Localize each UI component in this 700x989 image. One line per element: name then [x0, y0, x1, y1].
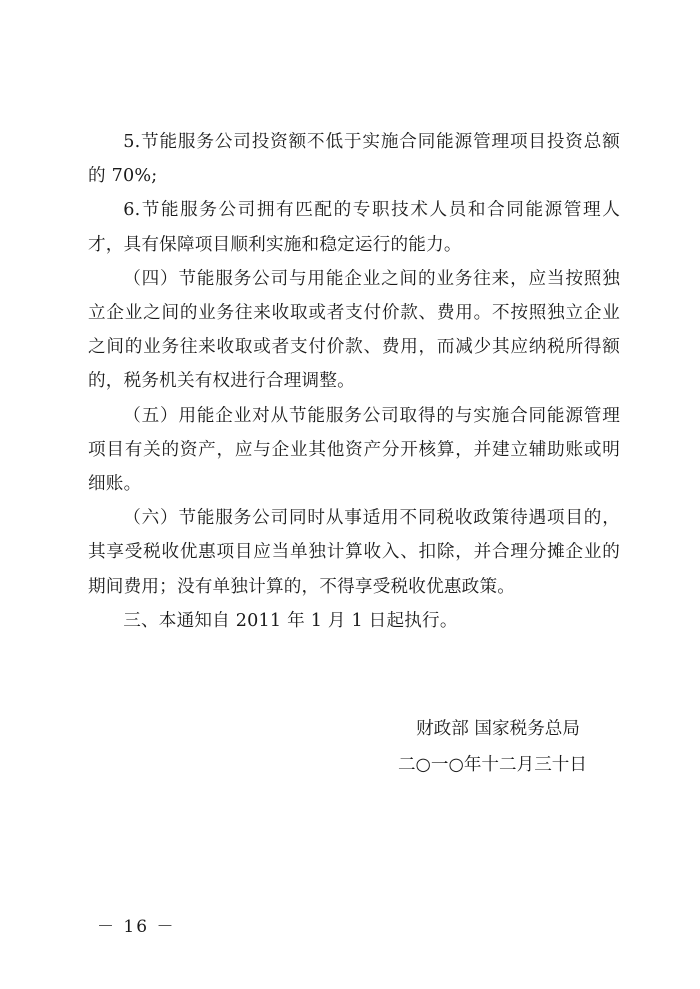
paragraph-section-4: （四）节能服务公司与用能企业之间的业务往来，应当按照独立企业之间的业务往来收取或者支付价款、费用。不按照独立企业之间的业务往来收取或者支付价款、费用，而减少其应纳税所得额的，税务机关有权进行合理调整。	[88, 268, 620, 392]
paragraph-section-6: （六）节能服务公司同时从事适用不同税收政策待遇项目的，其享受税收优惠项目应当单独计算收入、扣除，并合理分摊企业的期间费用；没有单独计算的，不得享受税收优惠政策。	[88, 508, 620, 597]
paragraph-section-5: （五）用能企业对从节能服务公司取得的与实施合同能源管理项目有关的资产，应与企业其他资产分开核算，并建立辅助账或明细账。	[88, 405, 620, 495]
paragraph-item-5: 5.节能服务公司投资额不低于实施合同能源管理项目投资总额的 70%;	[88, 132, 620, 187]
signature-date: 二○一○年十二月三十日	[397, 755, 587, 775]
document-body	[88, 125, 620, 638]
signature-issuers: 财政部 国家税务总局	[416, 719, 580, 739]
paragraph-item-6: 6.节能服务公司拥有匹配的专职技术人员和合同能源管理人才，具有保障项目顺利实施和稳定运行的能力。	[88, 200, 620, 255]
page-number: － 16 －	[97, 917, 176, 937]
paragraph-effective-date: 三、本通知自 2011 年 1 月 1 日起执行。	[123, 610, 458, 631]
